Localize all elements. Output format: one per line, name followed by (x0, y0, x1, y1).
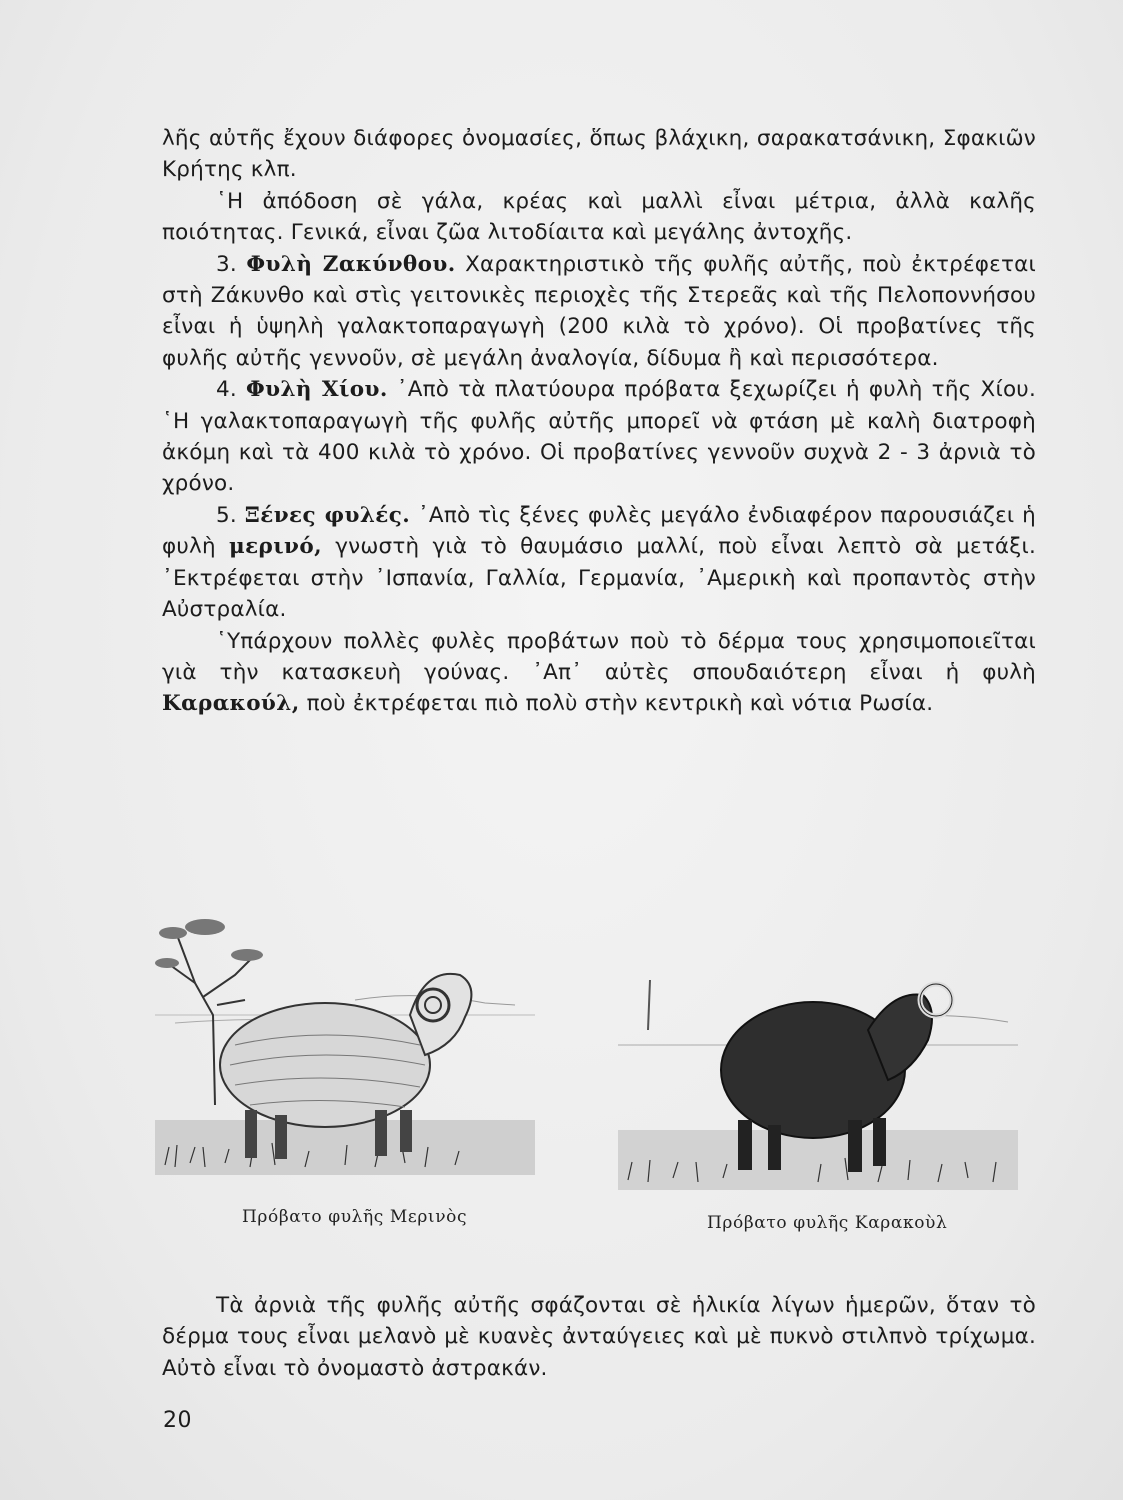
paragraph-5 (162, 500, 1036, 626)
karakul-caption: Πρόβατο φυλῆς Καρακοὺλ (707, 1213, 948, 1233)
section-heading-zakynthos: Φυλὴ Ζακύνθου. (246, 251, 456, 277)
section-text: ᾿Απὸ τὰ πλατύουρα πρόβατα ξεχωρίζει ἡ φυλὴ τῆς Χίου. ῾Η γαλακτοπαραγωγὴ τῆς φυλῆς αὐτῆς μπορεῖ νὰ φτάση μὲ καλὴ διατροφὴ ἀκόμη καὶ τὰ 400 κιλὰ τὸ χρόνο. Οἱ προβατίνες γεννοῦν συχνὰ 2 - 3 ἀρνιὰ τὸ χρόνο. (162, 377, 1036, 497)
section-text: γνωστὴ γιὰ τὸ θαυμάσιο μαλλί, ποὺ εἶναι λεπτὸ σὰ μετάξι. ᾿Εκτρέφεται στὴν ᾿Ισπανία, Γαλλία, Γερμανία, ᾿Αμερικὴ καὶ προπαντὸς στὴν Αὐστραλία. (162, 534, 1036, 623)
breed-name-karakul: Καρακούλ, (162, 691, 300, 717)
top-text-block (162, 123, 1036, 720)
paragraph-2: ῾Η ἀπόδοση σὲ γάλα, κρέας καὶ μαλλὶ εἶναι μέτρια, ἀλλὰ καλῆς ποιότητας. Γενικά, εἶναι ζῶα λιτοδίαιτα καὶ μεγάλης ἀντοχῆς. (162, 188, 1036, 246)
paragraph-1: λῆς αὐτῆς ἔχουν διάφορες ὀνομασίες, ὅπως βλάχικη, σαρακατσάνικη, Σφακιῶν Κρήτης κλπ. (162, 126, 1036, 183)
section-text: ῾Υπάρχουν πολλὲς φυλὲς προβάτων ποὺ τὸ δέρμα τους χρησιμοποιεῖται γιὰ τὴν κατασκευὴ γούνας. ᾿Απ᾿ αὐτὲς σπουδαιότερη εἶναι ἡ φυλὴ (162, 628, 1036, 685)
paragraph-4 (162, 374, 1036, 500)
merino-sheep-illustration (155, 905, 535, 1190)
page-number: 20 (163, 1408, 192, 1433)
paragraph-6 (162, 626, 1036, 720)
section-text: ᾿Απὸ τὶς ξένες φυλὲς μεγάλο ἐνδιαφέρον παρουσιάζει ἡ φυλὴ (162, 502, 1036, 560)
section-number: 4. (216, 377, 237, 403)
section-number: 3. (216, 251, 237, 277)
section-text: Χαρακτηριστικὸ τῆς φυλῆς αὐτῆς, ποὺ ἐκτρέφεται στὴ Ζάκυνθο καὶ στὶς γειτονικὲς περιοχὲς τῆς Στερεᾶς καὶ τῆς Πελοποννήσου εἶναι ἡ ὑψηλὴ γαλακτοπαραγωγὴ (200 κιλὰ τὸ χρόνο). Οἱ προβατίνες τῆς φυλῆς αὐτῆς γεννοῦν, σὲ μεγάλη ἀναλογία, δίδυμα ἢ καὶ περισσότερα. (162, 251, 1036, 371)
paragraph-3 (162, 249, 1036, 375)
merino-caption: Πρόβατο φυλῆς Μερινὸς (242, 1207, 468, 1227)
karakul-sheep-illustration (618, 960, 1018, 1200)
section-heading-chios: Φυλὴ Χίου. (246, 377, 388, 403)
section-heading-foreign-breeds: Ξένες φυλές. (244, 502, 411, 528)
breed-name-merino: μερινό, (228, 534, 323, 560)
bottom-text-block (162, 1290, 1036, 1384)
section-number: 5. (216, 502, 237, 528)
paragraph-7: Τὰ ἀρνιὰ τῆς φυλῆς αὐτῆς σφάζονται σὲ ἡλικία λίγων ἡμερῶν, ὅταν τὸ δέρμα τους εἶναι μελανὸ μὲ κυανὲς ἀνταύγειες καὶ μὲ πυκνὸ στιλπνὸ τρίχωμα. Αὐτὸ εἶναι τὸ ὀνομαστὸ ἀστρακάν. (162, 1293, 1036, 1381)
section-text: ποὺ ἐκτρέφεται πιὸ πολὺ στὴν κεντρικὴ καὶ νότια Ρωσία. (306, 691, 934, 717)
